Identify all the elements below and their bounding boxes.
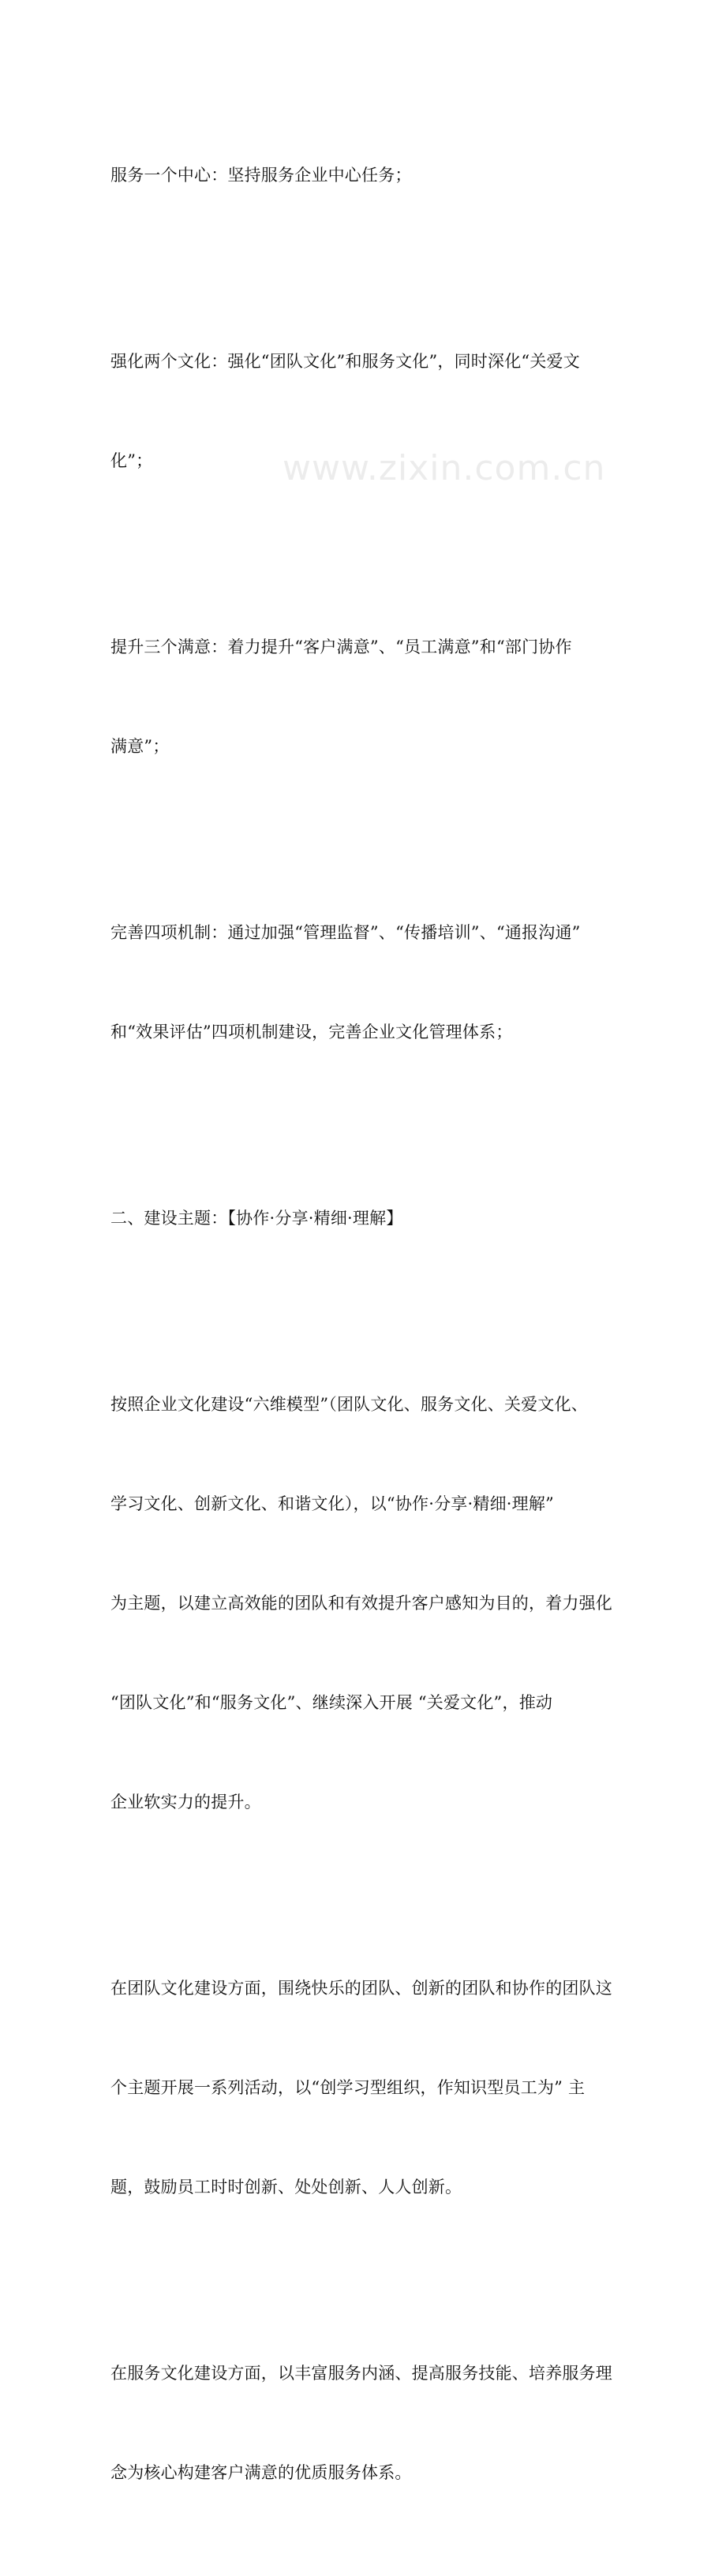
paragraph-7	[110, 1905, 617, 2270]
text-line: 按照企业文化建设“六维模型”（团队文化、服务文化、关爱文化、	[110, 1395, 588, 1414]
paragraph-1	[110, 92, 617, 258]
text-line: 题，鼓励员工时时创新、处处创新、人人创新。	[110, 2178, 462, 2197]
text-line: 强化两个文化：强化“团队文化”和服务文化”，同时深化“关爱文	[110, 352, 580, 371]
text-line: 个主题开展一系列活动，以“创学习型组织，作知识型员工为” 主	[110, 2078, 586, 2097]
paragraph-3	[110, 564, 617, 829]
watermark: www.zixin.com.cn	[283, 448, 606, 488]
text-line: 服务一个中心：坚持服务企业中心任务；	[110, 166, 412, 185]
section-heading-theme	[110, 1135, 617, 1301]
text-line: 学习文化、创新文化、和谐文化），以“协作·分享·精细·理解”	[110, 1494, 554, 1513]
paragraph-2	[110, 279, 617, 544]
text-line: 念为核心构建客户满意的优质服务体系。	[110, 2463, 412, 2482]
text-line: 完善四项机制：通过加强“管理监督”、“传播培训”、“通报沟通”	[110, 923, 581, 942]
text-line: 满意”；	[110, 737, 170, 756]
text-line: 化”；	[110, 451, 153, 470]
text-line: 和“效果评估”四项机制建设，完善企业文化管理体系；	[110, 1023, 513, 1041]
text-line: 二、建设主题：【协作·分享·精细·理解】	[110, 1209, 403, 1228]
text-line: 企业软实力的提升。	[110, 1793, 261, 1811]
text-line: 在服务文化建设方面，以丰富服务内涵、提高服务技能、培养服务理	[110, 2364, 612, 2383]
text-line: 为主题，以建立高效能的团队和有效提升客户感知为目的，着力强化	[110, 1594, 612, 1613]
document-body	[110, 92, 617, 2576]
text-line: “团队文化”和“服务文化”、继续深入开展 “关爱文化”，推动	[110, 1693, 553, 1712]
text-line: 提升三个满意：着力提升“客户满意”、“员工满意”和“部门协作	[110, 637, 572, 656]
paragraph-8	[110, 2290, 617, 2555]
paragraph-6	[110, 1322, 617, 1885]
text-line: 在团队文化建设方面，围绕快乐的团队、创新的团队和协作的团队这	[110, 1979, 612, 1998]
paragraph-4	[110, 850, 617, 1115]
